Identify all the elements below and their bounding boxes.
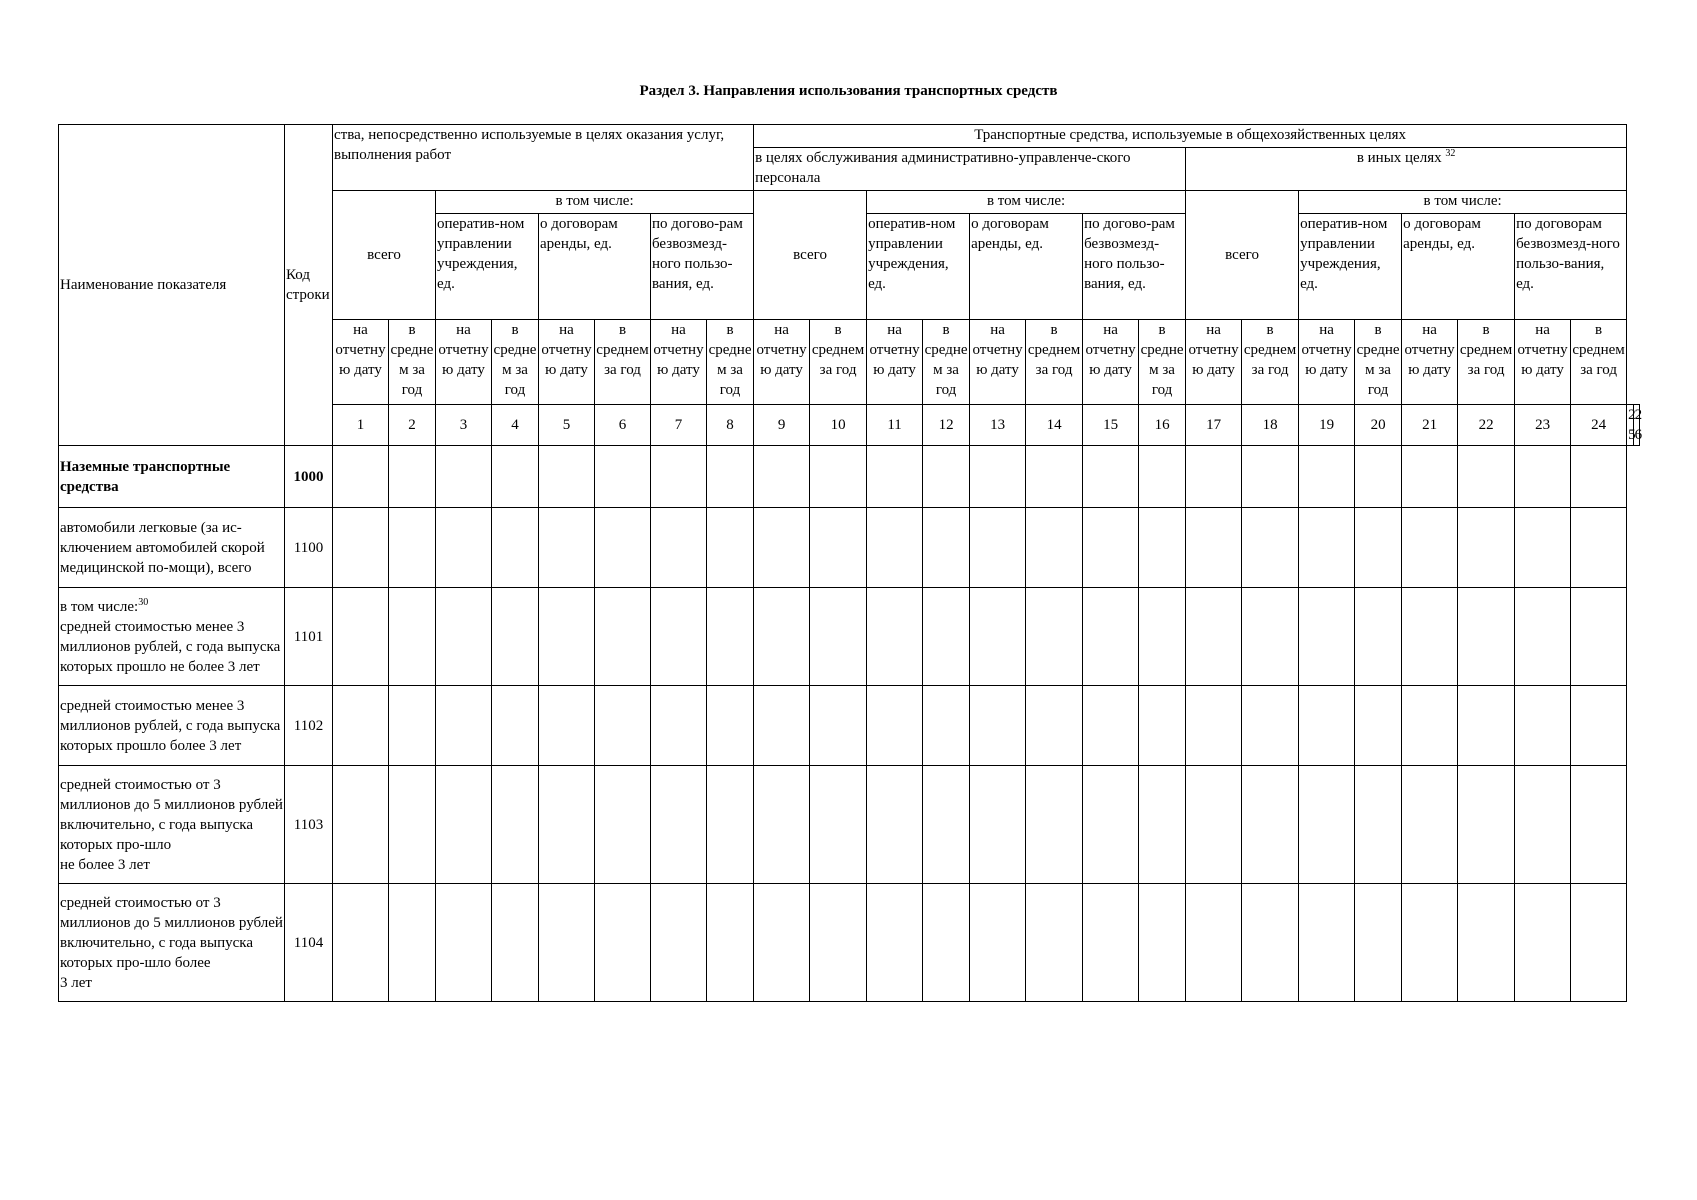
data-cell[interactable]: [1139, 686, 1186, 766]
data-cell[interactable]: [1402, 588, 1458, 686]
data-cell[interactable]: [1083, 884, 1139, 1002]
data-cell[interactable]: [1402, 508, 1458, 588]
data-cell[interactable]: [595, 686, 651, 766]
data-cell[interactable]: [1571, 508, 1627, 588]
header-other-purposes: в иных целях $^{32}$: [1186, 148, 1627, 191]
column-number: 11: [867, 405, 923, 446]
data-cell[interactable]: [1515, 884, 1571, 1002]
header-annual-average: в среднем за год: [707, 320, 754, 405]
data-cell[interactable]: [539, 588, 595, 686]
data-cell[interactable]: [1402, 686, 1458, 766]
column-number: 13: [970, 405, 1026, 446]
header-annual-average: в среднем за год: [389, 320, 436, 405]
form-table: [58, 124, 1643, 1002]
data-cell[interactable]: [595, 588, 651, 686]
data-cell[interactable]: [1186, 686, 1242, 766]
column-number: 2: [389, 405, 436, 446]
data-cell[interactable]: [389, 766, 436, 884]
data-cell[interactable]: [1026, 884, 1083, 1002]
column-number: 18: [1242, 405, 1299, 446]
header-name-column: Наименование показателя: [59, 125, 285, 446]
data-cell[interactable]: [1242, 588, 1299, 686]
data-cell[interactable]: [707, 446, 754, 508]
header-annual-average: в среднем за год: [923, 320, 970, 405]
data-cell[interactable]: [436, 508, 492, 588]
data-cell[interactable]: [595, 766, 651, 884]
data-cell[interactable]: [1299, 446, 1355, 508]
data-cell[interactable]: [970, 508, 1026, 588]
data-cell[interactable]: [651, 884, 707, 1002]
data-cell[interactable]: [970, 588, 1026, 686]
data-cell[interactable]: [595, 884, 651, 1002]
data-cell[interactable]: [492, 686, 539, 766]
data-cell[interactable]: [1139, 766, 1186, 884]
data-cell[interactable]: [754, 446, 810, 508]
row-code: 1103: [285, 766, 333, 884]
data-cell[interactable]: [1355, 766, 1402, 884]
data-cell[interactable]: [436, 766, 492, 884]
header-on-report-date: на отчетную дату: [539, 320, 595, 405]
header-annual-average: в среднем за год: [1355, 320, 1402, 405]
data-cell[interactable]: [436, 884, 492, 1002]
data-cell[interactable]: [923, 508, 970, 588]
row-label: Наземные транспортные средства: [59, 446, 285, 508]
header-group-direct-use: ства, непосредственно используемые в целях оказания услуг, выполнения работ: [333, 125, 754, 191]
data-cell[interactable]: [1515, 446, 1571, 508]
data-cell[interactable]: [810, 884, 867, 1002]
data-cell[interactable]: [923, 686, 970, 766]
header-on-report-date: на отчетную дату: [867, 320, 923, 405]
header-admin-staff: в целях обслуживания административно-управленче-ского персонала: [754, 148, 1186, 191]
data-cell[interactable]: [867, 766, 923, 884]
data-cell[interactable]: [1355, 686, 1402, 766]
data-cell[interactable]: [923, 588, 970, 686]
data-cell[interactable]: [1186, 766, 1242, 884]
header-including: в том числе:: [1299, 191, 1627, 214]
data-cell[interactable]: [1299, 884, 1355, 1002]
data-cell[interactable]: [923, 446, 970, 508]
row-code: 1101: [285, 588, 333, 686]
header-total: всего: [1186, 191, 1299, 320]
column-number: 1: [333, 405, 389, 446]
data-cell[interactable]: [810, 686, 867, 766]
header-on-report-date: на отчетную дату: [436, 320, 492, 405]
header-operative: оператив-ном управлении учреждения, ед.: [436, 214, 539, 320]
data-cell[interactable]: [333, 766, 389, 884]
data-cell[interactable]: [1242, 884, 1299, 1002]
data-cell[interactable]: [707, 588, 754, 686]
header-on-report-date: на отчетную дату: [1186, 320, 1242, 405]
header-on-report-date: на отчетную дату: [333, 320, 389, 405]
data-cell[interactable]: [1355, 446, 1402, 508]
data-cell[interactable]: [389, 508, 436, 588]
header-on-report-date: на отчетную дату: [1299, 320, 1355, 405]
data-cell[interactable]: [867, 588, 923, 686]
data-cell[interactable]: [1571, 766, 1627, 884]
data-cell[interactable]: [1571, 686, 1627, 766]
header-on-report-date: на отчетную дату: [1083, 320, 1139, 405]
page-title: Раздел 3. Направления использования транспортных средств: [639, 83, 1058, 99]
row-label: автомобили легковые (за ис-ключением автомобилей скорой медицинской по-мощи), всего: [59, 508, 285, 588]
column-number: 8: [707, 405, 754, 446]
data-cell[interactable]: [810, 588, 867, 686]
data-cell[interactable]: [1299, 588, 1355, 686]
column-number: 3: [436, 405, 492, 446]
header-annual-average: в среднем за год: [1458, 320, 1515, 405]
header-operative: оператив-ном управлении учреждения, ед.: [867, 214, 970, 320]
row-label: средней стоимостью менее 3 миллионов рублей, с года выпуска которых прошло более 3 лет: [59, 686, 285, 766]
table-row: [59, 766, 1640, 884]
data-cell[interactable]: [333, 508, 389, 588]
row-label: в том числе:$^{30}$ средней стоимостью менее 3 миллионов рублей, с года выпуска которых прошло не более 3 лет: [59, 588, 285, 686]
column-number: 6: [595, 405, 651, 446]
column-number: 10: [810, 405, 867, 446]
header-code-column: Код строки: [285, 125, 333, 446]
header-annual-average: в среднем за год: [1139, 320, 1186, 405]
data-cell[interactable]: [1355, 508, 1402, 588]
data-cell[interactable]: [595, 446, 651, 508]
data-cell[interactable]: [1299, 508, 1355, 588]
data-cell[interactable]: [651, 766, 707, 884]
data-cell[interactable]: [1026, 766, 1083, 884]
data-cell[interactable]: [539, 884, 595, 1002]
data-cell[interactable]: [389, 686, 436, 766]
data-cell[interactable]: [1026, 446, 1083, 508]
data-cell[interactable]: [1402, 446, 1458, 508]
data-cell[interactable]: [1139, 508, 1186, 588]
data-cell[interactable]: [389, 588, 436, 686]
data-cell[interactable]: [1402, 884, 1458, 1002]
data-cell[interactable]: [1458, 766, 1515, 884]
header-lease: о договорам аренды, ед.: [539, 214, 651, 320]
data-cell[interactable]: [1571, 446, 1627, 508]
data-cell[interactable]: [492, 766, 539, 884]
data-cell[interactable]: [333, 686, 389, 766]
column-number: 25: [1627, 405, 1633, 446]
data-cell[interactable]: [389, 446, 436, 508]
data-cell[interactable]: [651, 686, 707, 766]
header-annual-average: в среднем за год: [1026, 320, 1083, 405]
data-cell[interactable]: [867, 446, 923, 508]
data-cell[interactable]: [1186, 446, 1242, 508]
column-number: 22: [1458, 405, 1515, 446]
column-number: 21: [1402, 405, 1458, 446]
data-cell[interactable]: [1299, 766, 1355, 884]
data-cell[interactable]: [1355, 884, 1402, 1002]
data-cell[interactable]: [970, 686, 1026, 766]
column-number: 16: [1139, 405, 1186, 446]
data-cell[interactable]: [923, 766, 970, 884]
data-cell[interactable]: [492, 884, 539, 1002]
data-cell[interactable]: [651, 508, 707, 588]
data-cell[interactable]: [1139, 588, 1186, 686]
header-on-report-date: на отчетную дату: [1515, 320, 1571, 405]
column-number: 24: [1571, 405, 1627, 446]
column-number: 20: [1355, 405, 1402, 446]
data-cell[interactable]: [539, 446, 595, 508]
data-cell[interactable]: [867, 508, 923, 588]
data-cell[interactable]: [1458, 446, 1515, 508]
data-cell[interactable]: [539, 686, 595, 766]
data-cell[interactable]: [1402, 766, 1458, 884]
row-code: 1100: [285, 508, 333, 588]
header-including: в том числе:: [867, 191, 1186, 214]
data-cell[interactable]: [923, 884, 970, 1002]
data-cell[interactable]: [389, 884, 436, 1002]
data-cell[interactable]: [1186, 588, 1242, 686]
data-cell[interactable]: [754, 884, 810, 1002]
data-cell[interactable]: [867, 884, 923, 1002]
data-cell[interactable]: [436, 446, 492, 508]
data-cell[interactable]: [1026, 588, 1083, 686]
column-number: 23: [1515, 405, 1571, 446]
table-row: [59, 884, 1640, 1002]
data-cell[interactable]: [1571, 884, 1627, 1002]
data-cell[interactable]: [1515, 588, 1571, 686]
data-cell[interactable]: [492, 508, 539, 588]
column-number: 7: [651, 405, 707, 446]
data-cell[interactable]: [1458, 686, 1515, 766]
table-row: [59, 588, 1640, 686]
data-cell[interactable]: [1242, 508, 1299, 588]
data-cell[interactable]: [707, 686, 754, 766]
data-cell[interactable]: [1458, 588, 1515, 686]
data-cell[interactable]: [1083, 588, 1139, 686]
data-cell[interactable]: [754, 508, 810, 588]
header-including: в том числе:: [436, 191, 754, 214]
data-cell[interactable]: [1571, 588, 1627, 686]
header-free-use: по догово-рам безвозмезд-ного пользо-вания, ед.: [651, 214, 754, 320]
data-cell[interactable]: [1515, 766, 1571, 884]
data-cell[interactable]: [1083, 686, 1139, 766]
data-cell[interactable]: [707, 884, 754, 1002]
header-annual-average: в среднем за год: [1242, 320, 1299, 405]
data-cell[interactable]: [333, 588, 389, 686]
table-row: [59, 446, 1640, 508]
data-cell[interactable]: [1186, 884, 1242, 1002]
data-cell[interactable]: [1355, 588, 1402, 686]
data-cell[interactable]: [707, 766, 754, 884]
data-cell[interactable]: [436, 686, 492, 766]
data-cell[interactable]: [1515, 686, 1571, 766]
data-cell[interactable]: [1242, 686, 1299, 766]
header-total: всего: [333, 191, 436, 320]
data-cell[interactable]: [1083, 446, 1139, 508]
header-annual-average: в среднем за год: [492, 320, 539, 405]
column-number: 9: [754, 405, 810, 446]
data-cell[interactable]: [1458, 508, 1515, 588]
data-cell[interactable]: [1139, 884, 1186, 1002]
header-on-report-date: на отчетную дату: [970, 320, 1026, 405]
data-cell[interactable]: [810, 508, 867, 588]
column-number: 5: [539, 405, 595, 446]
header-annual-average: в среднем за год: [1571, 320, 1627, 405]
data-cell[interactable]: [651, 588, 707, 686]
column-number: 4: [492, 405, 539, 446]
header-annual-average: в среднем за год: [595, 320, 651, 405]
data-cell[interactable]: [1299, 686, 1355, 766]
data-cell[interactable]: [1515, 508, 1571, 588]
header-annual-average: в среднем за год: [810, 320, 867, 405]
row-code: 1000: [285, 446, 333, 508]
column-number: 26: [1633, 405, 1639, 446]
column-number: 17: [1186, 405, 1242, 446]
data-cell[interactable]: [1242, 446, 1299, 508]
data-cell[interactable]: [539, 766, 595, 884]
data-cell[interactable]: [754, 766, 810, 884]
data-cell[interactable]: [754, 588, 810, 686]
data-cell[interactable]: [539, 508, 595, 588]
data-cell[interactable]: [1083, 508, 1139, 588]
data-cell[interactable]: [970, 766, 1026, 884]
header-on-report-date: на отчетную дату: [754, 320, 810, 405]
data-cell[interactable]: [810, 446, 867, 508]
header-total: всего: [754, 191, 867, 320]
header-lease: о договорам аренды, ед.: [1402, 214, 1515, 320]
data-cell[interactable]: [1186, 508, 1242, 588]
data-cell[interactable]: [436, 588, 492, 686]
row-code: 1104: [285, 884, 333, 1002]
data-cell[interactable]: [333, 884, 389, 1002]
data-cell[interactable]: [867, 686, 923, 766]
data-cell[interactable]: [1083, 766, 1139, 884]
data-cell[interactable]: [970, 884, 1026, 1002]
header-on-report-date: на отчетную дату: [1402, 320, 1458, 405]
row-code: 1102: [285, 686, 333, 766]
data-cell[interactable]: [595, 508, 651, 588]
data-cell[interactable]: [970, 446, 1026, 508]
header-free-use: по догово-рам безвозмезд-ного пользо-вания, ед.: [1083, 214, 1186, 320]
data-cell[interactable]: [492, 446, 539, 508]
column-number: 19: [1299, 405, 1355, 446]
row-label: средней стоимостью от 3 миллионов до 5 миллионов рублей включительно, с года выпуска которых про-шло не более 3 лет: [59, 766, 285, 884]
data-cell[interactable]: [1242, 766, 1299, 884]
data-cell[interactable]: [810, 766, 867, 884]
row-label: средней стоимостью от 3 миллионов до 5 миллионов рублей включительно, с года выпуска которых про-шло более 3 лет: [59, 884, 285, 1002]
data-cell[interactable]: [1026, 686, 1083, 766]
data-cell[interactable]: [1026, 508, 1083, 588]
data-cell[interactable]: [1458, 884, 1515, 1002]
data-cell[interactable]: [707, 508, 754, 588]
header-group-general-use: Транспортные средства, используемые в общехозяйственных целях: [754, 125, 1627, 148]
header-operative: оператив-ном управлении учреждения, ед.: [1299, 214, 1402, 320]
data-cell[interactable]: [1139, 446, 1186, 508]
table-row: [59, 686, 1640, 766]
header-lease: о договорам аренды, ед.: [970, 214, 1083, 320]
column-number: 15: [1083, 405, 1139, 446]
data-cell[interactable]: [651, 446, 707, 508]
header-free-use: по договорам безвозмезд-ного пользо-вания, ед.: [1515, 214, 1627, 320]
data-cell[interactable]: [333, 446, 389, 508]
column-number: 12: [923, 405, 970, 446]
data-cell[interactable]: [754, 686, 810, 766]
table-row: [59, 508, 1640, 588]
column-number: 14: [1026, 405, 1083, 446]
header-on-report-date: на отчетную дату: [651, 320, 707, 405]
data-cell[interactable]: [492, 588, 539, 686]
